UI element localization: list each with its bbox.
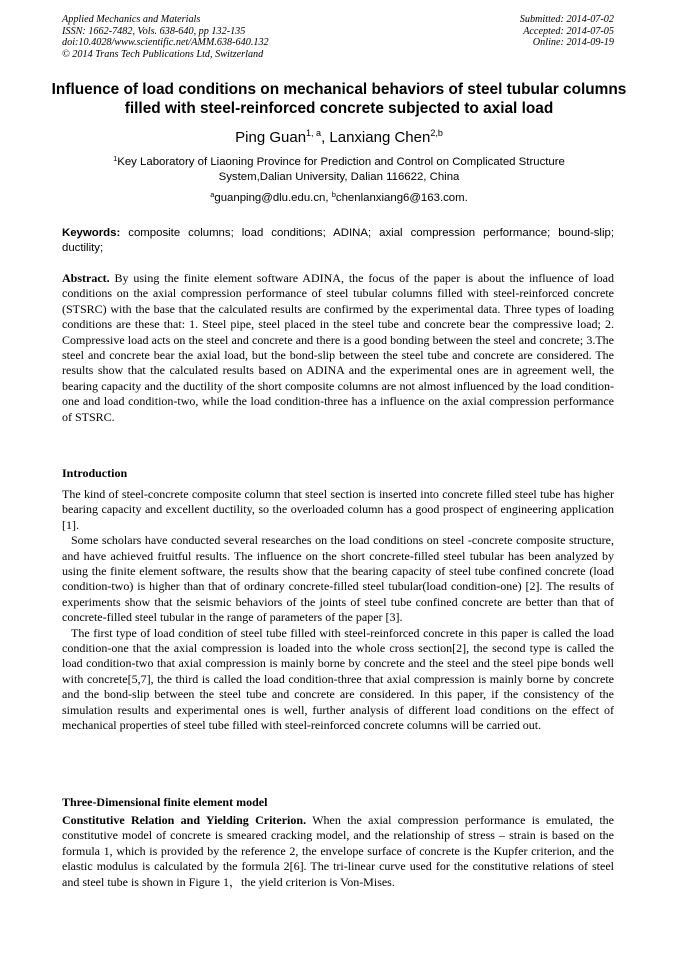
- accepted-date: Accepted: 2014-07-05: [523, 25, 614, 37]
- email-separator: ,: [325, 192, 332, 204]
- abstract: [62, 271, 614, 425]
- affiliation-line-1: Key Laboratory of Liaoning Province for Prediction and Control on Complicated Structure: [117, 156, 565, 168]
- section-heading-introduction: Introduction: [62, 466, 128, 480]
- keywords: [62, 226, 614, 256]
- submitted-date: Submitted: 2014-07-02: [519, 14, 614, 25]
- journal-name: Applied Mechanics and Materials: [62, 14, 201, 25]
- online-date: Online: 2014-09-19: [532, 37, 614, 49]
- subsection-text: When the axial compression performance is emulated, the constitutive model of concrete is smeared cracking model, and the relationship of stress – strain is based on the formula 1, which is provided by the reference 2, the envelope surface of concrete is the Kupfer criterion, and the elastic modulus is calculated by the formula 2[6]. The tri-linear curve used for the constitutive relations of steel and steel tube is shown in Figure 1，the yield criterion is Von-Mises.: [62, 813, 614, 889]
- copyright-line: © 2014 Trans Tech Publications Ltd, Switzerland: [62, 48, 264, 60]
- author-line: [0, 128, 678, 148]
- abstract-label: Abstract.: [62, 271, 110, 285]
- abstract-text: By using the finite element software ADINA, the focus of the paper is about the influence of load conditions on the axial compression performance of steel tubular columns filled with steel-reinforced concrete (STSRC) with the base that the calculated results are confirmed by the experimental data. Three types of loading conditions are these that: 1. Steel pipe, steel placed in the steel tube and concrete bear the compressive load; 2. Compressive load acts on the steel and concrete and there is a good bonding between the steel and concrete; 3.The steel and concrete bear the axial load, but the bond-slip between the steel tube and concrete are considered. The results show that the calculated results based on ADINA and the experimental ones are in agreement well, the bearing capacity and the ductility of the short composite columns are not almost influenced by the load condition-one and load condition-two, while the load condition-three has a influence on the axial compression performance of STSRC.: [62, 271, 614, 424]
- email-address[interactable]: guanping@dlu.edu.cn: [214, 192, 326, 204]
- paragraph: The kind of steel-concrete composite column that steel section is inserted into concrete filled steel tube has higher bearing capacity and excellent ductility, so the overloaded column has a good prospect of engineering application [1].: [62, 487, 614, 532]
- keywords-label: Keywords:: [62, 227, 121, 239]
- affiliation: [60, 155, 618, 185]
- email-line: [0, 191, 678, 206]
- paragraph: The first type of load condition of steel tube filled with steel-reinforced concrete in this paper is called the load condition-one that the axial compression is loaded into the whole cross section[2], the second type is called the load condition-two that axial compression is mainly borne by concrete and the steel and the steel pipe bonds well with concrete[5,7], the third is called the load condition-three that axial compression is mainly borne by concrete and the bond-slip between the steel tube and concrete are considered. In this paper, if the consistency of the simulation results and experimental ones is well, further analysis of different load conditions on the effect of mechanical properties of steel tube filled with steel-reinforced concrete columns will be carried out.: [62, 625, 614, 733]
- journal-header-right: [520, 14, 614, 49]
- introduction-body: [62, 487, 614, 734]
- paper-title: Influence of load conditions on mechanical behaviors of steel tubular columns filled with steel-reinforced concrete subjected to axial load: [51, 81, 627, 117]
- paragraph: Some scholars have conducted several researches on the load conditions on steel -concrete composite structure, and have achieved fruitful results. The influence on the short concrete-filled steel tubular has been analyzed by using the finite element software, the results show that the bearing capacity of steel tube confined concrete (load condition-two) is higher than that of ordinary concrete-filled steel tubular(load condition-one) [2]. The results of experiments show that the seismic behaviors of the joints of steel tube confined concrete are better than that of concrete-filled steel tubular in the range of parameters of the paper [3].: [62, 533, 614, 625]
- author-name: Lanxiang Chen: [329, 129, 431, 146]
- section-heading-fe-model: Three-Dimensional finite element model: [62, 795, 268, 809]
- email-superscript: b: [331, 190, 336, 199]
- affiliation-line-2: System,Dalian University, Dalian 116622, China: [218, 171, 460, 183]
- subsection-heading: Constitutive Relation and Yielding Criterion.: [62, 813, 307, 827]
- affiliation-superscript: 1: [113, 154, 118, 163]
- author-separator: ,: [321, 129, 330, 146]
- doi-line: doi:10.4028/www.scientific.net/AMM.638-640.132: [62, 37, 269, 49]
- journal-header-left: [62, 14, 269, 60]
- email-superscript: a: [210, 190, 215, 199]
- author-superscript: 2,b: [430, 128, 443, 138]
- keywords-text: composite columns; load conditions; ADINA; axial compression performance; bound-slip; ductility;: [62, 227, 614, 254]
- author-superscript: 1, a: [306, 128, 322, 138]
- issn-line: ISSN: 1662-7482, Vols. 638-640, pp 132-135: [62, 25, 246, 37]
- constitutive-relation-paragraph: [62, 813, 614, 890]
- author-name: Ping Guan: [235, 129, 307, 146]
- email-address[interactable]: chenlanxiang6@163.com.: [335, 192, 468, 204]
